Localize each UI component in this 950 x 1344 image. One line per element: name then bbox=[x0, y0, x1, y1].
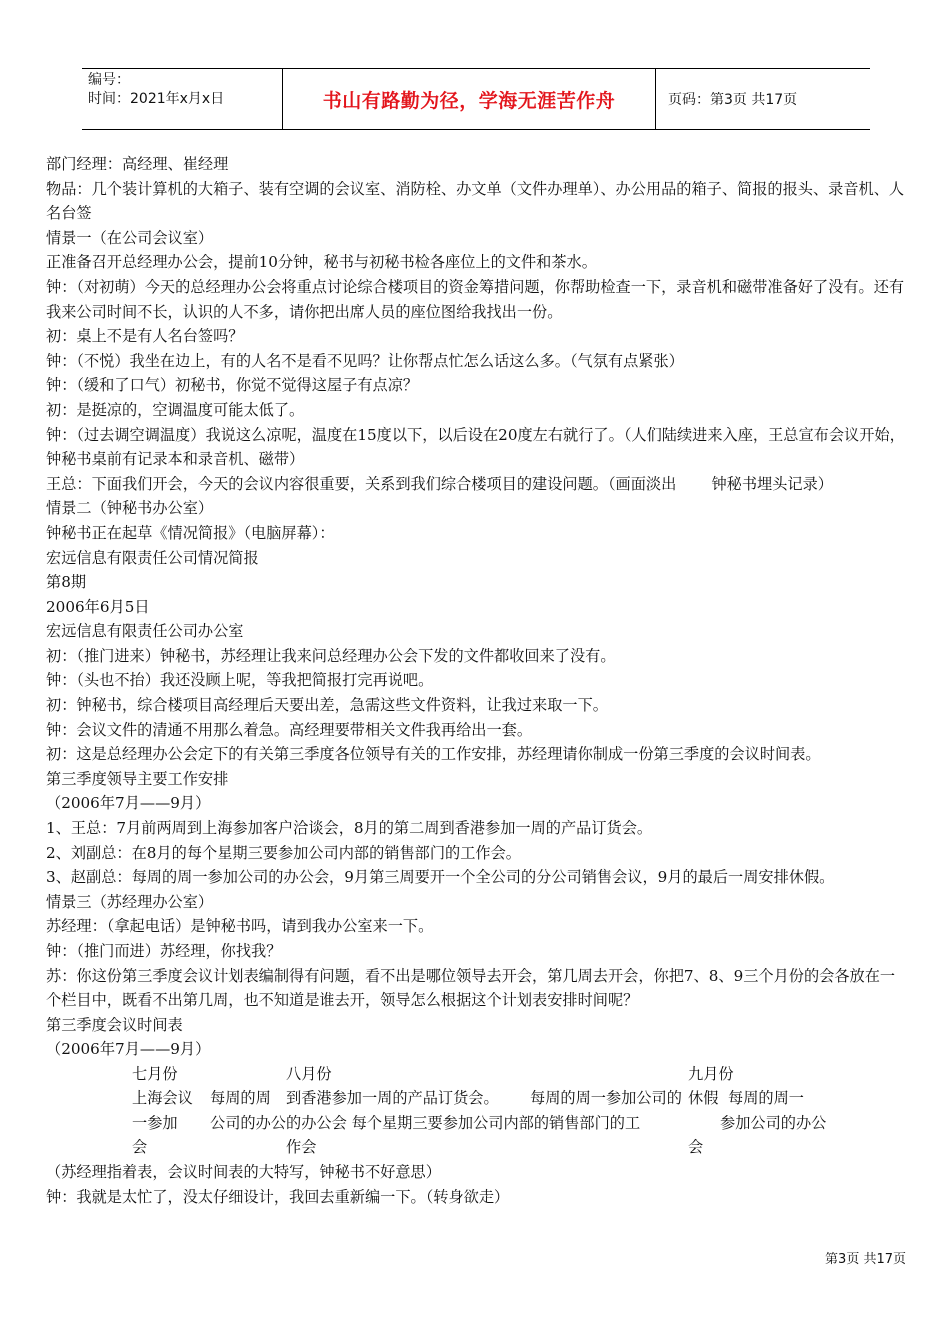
page-number-label: 页码：第3页 共17页 bbox=[668, 92, 798, 108]
table-cell: 一参加 bbox=[132, 1113, 178, 1132]
paragraph: 第8期 bbox=[46, 573, 87, 592]
paragraph: 2006年6月5日 bbox=[46, 597, 150, 616]
paragraphs-bottom bbox=[46, 1160, 908, 1209]
table-col-july bbox=[132, 1086, 193, 1160]
table-col-august-c bbox=[530, 1086, 682, 1111]
table-cell: 休假 bbox=[688, 1088, 719, 1107]
paragraph: 2、刘副总：在8月的每个星期三要参加公司内部的销售部门的工作会。 bbox=[46, 843, 521, 862]
paragraph: （苏经理指着表，会议时间表的大特写，钟秘书不好意思） bbox=[46, 1162, 441, 1181]
page-header bbox=[82, 68, 870, 130]
table-header-september: 九月份 bbox=[688, 1064, 734, 1083]
paragraph: 钟：（过去调空调温度）我说这么凉呢，温度在15度以下，以后设在20度左右就行了。（人们陆续进来入座，王总宣布会议开始，钟秘书桌前有记录本和录音机、磁带） bbox=[46, 425, 905, 469]
paragraph: 物品：几个装计算机的大箱子、装有空调的会议室、消防栓、办文单（文件办理单）、办公用品的箱子、简报的报头、录音机、人名台签 bbox=[46, 179, 905, 223]
paragraph: 钟：我就是太忙了，没太仔细设计，我回去重新编一下。（转身欲走） bbox=[46, 1187, 510, 1206]
paragraph: 初：桌上不是有人名台签吗？ bbox=[46, 327, 244, 346]
meeting-schedule-table bbox=[132, 1062, 832, 1160]
header-left-cell bbox=[82, 69, 282, 129]
paragraph: 正准备召开总经理办公会，提前10分钟，秘书与初秘书检各座位上的文件和茶水。 bbox=[46, 253, 597, 272]
table-cell: 上海会议 bbox=[132, 1088, 193, 1107]
paragraph: 苏：你这份第三季度会议计划表编制得有问题，看不出是哪位领导去开会，第几周去开会，你把7、8、9三个月份的会各放在一个栏目中，既看不出第几周，也不知道是谁去开，领导怎么根据这个计划表安排时间呢？ bbox=[46, 966, 896, 1010]
table-cell: 作会 bbox=[286, 1138, 317, 1157]
paragraph: 钟：（对初萌）今天的总经理办公会将重点讨论综合楼项目的资金筹措问题，你帮助检查一下，录音机和磁带准备好了没有。还有我来公司时间不长，认识的人不多，请你把出席人员的座位图给我找出一份。 bbox=[46, 277, 905, 321]
table-cell: 参加公司的办公 bbox=[720, 1113, 827, 1132]
paragraph: 钟：（推门而进）苏经理，你找我？ bbox=[46, 942, 282, 960]
table-header-august: 八月份 bbox=[286, 1064, 332, 1083]
paragraph: 钟：（缓和了口气）初秘书，你觉不觉得这屋子有点凉？ bbox=[46, 376, 419, 395]
motto: 书山有路勤为径，学海无涯苦作舟 bbox=[282, 69, 656, 129]
paragraph: 钟：（头也不抬）我还没顾上呢，等我把简报打完再说吧。 bbox=[46, 671, 434, 690]
paragraphs-top bbox=[46, 152, 908, 1062]
table-col-september-b bbox=[728, 1086, 804, 1111]
table-header-july: 七月份 bbox=[132, 1064, 178, 1083]
time-label: 时间：2021年x月x日 bbox=[88, 91, 225, 107]
paragraph: 初：（推门进来）钟秘书，苏经理让我来问总经理办公会下发的文件都收回来了没有。 bbox=[46, 646, 616, 665]
table-cell: 公司的办公 bbox=[210, 1113, 286, 1132]
paragraph: 情景三（苏经理办公室） bbox=[46, 892, 214, 911]
paragraph: 第三季度领导主要工作安排 bbox=[46, 769, 229, 788]
table-cell: 的办公会 每个星期三要参加公司内部的销售部门的工 bbox=[286, 1113, 641, 1132]
table-cell: 会 bbox=[688, 1138, 704, 1157]
paragraph: 宏远信息有限责任公司办公室 bbox=[46, 622, 244, 641]
table-cell: 每周的周一 bbox=[728, 1088, 804, 1107]
paragraph: 王总：下面我们开会，今天的会议内容很重要，关系到我们综合楼项目的建设问题。（画面淡出 钟秘书埋头记录） bbox=[46, 474, 833, 493]
paragraph: 第三季度会议时间表 bbox=[46, 1015, 183, 1034]
table-cell: 到香港参加一周的产品订货会。 bbox=[286, 1088, 499, 1107]
paragraph: 钟：（不悦）我坐在边上，有的人名不是看不见吗？让你帮点忙怎么话这么多。（气氛有点紧张） bbox=[46, 351, 684, 370]
page-footer: 第3页 共17页 bbox=[825, 1252, 906, 1267]
paragraph: 宏远信息有限责任公司情况简报 bbox=[46, 548, 259, 567]
paragraph: 苏经理：（拿起电话）是钟秘书吗，请到我办公室来一下。 bbox=[46, 917, 434, 936]
paragraph: 情景二（钟秘书办公室） bbox=[46, 499, 214, 518]
paragraph: 部门经理：高经理、崔经理 bbox=[46, 155, 229, 173]
table-cell: 每周的周 bbox=[210, 1088, 271, 1107]
paragraph: 钟：会议文件的清通不用那么着急。高经理要带相关文件我再给出一套。 bbox=[46, 720, 532, 739]
paragraph: 1、王总：7月前两周到上海参加客户洽谈会，8月的第二周到香港参加一周的产品订货会。 bbox=[46, 819, 653, 838]
paragraph: （2006年7月——9月） bbox=[46, 1040, 211, 1059]
table-cell: 每周的周一参加公司的 bbox=[530, 1088, 682, 1107]
paragraph: 情景一（在公司会议室） bbox=[46, 228, 214, 247]
paragraph: 初：这是总经理办公会定下的有关第三季度各位领导有关的工作安排，苏经理请你制成一份第三季度的会议时间表。 bbox=[46, 745, 821, 764]
paragraph: 初：钟秘书，综合楼项目高经理后天要出差，急需这些文件资料，让我过来取一下。 bbox=[46, 696, 608, 715]
table-cell: 会 bbox=[132, 1138, 148, 1157]
paragraph: 3、赵副总：每周的周一参加公司的办公会，9月第三周要开一个全公司的分公司销售会议，9月的最后一周安排休假。 bbox=[46, 868, 835, 887]
number-label: 编号： bbox=[88, 72, 130, 88]
paragraph: 初：是挺凉的，空调温度可能太低了。 bbox=[46, 400, 305, 419]
paragraph: 钟秘书正在起草《情况简报》（电脑屏幕）： bbox=[46, 523, 335, 542]
paragraph: （2006年7月——9月） bbox=[46, 794, 211, 813]
document-body bbox=[46, 152, 908, 1209]
